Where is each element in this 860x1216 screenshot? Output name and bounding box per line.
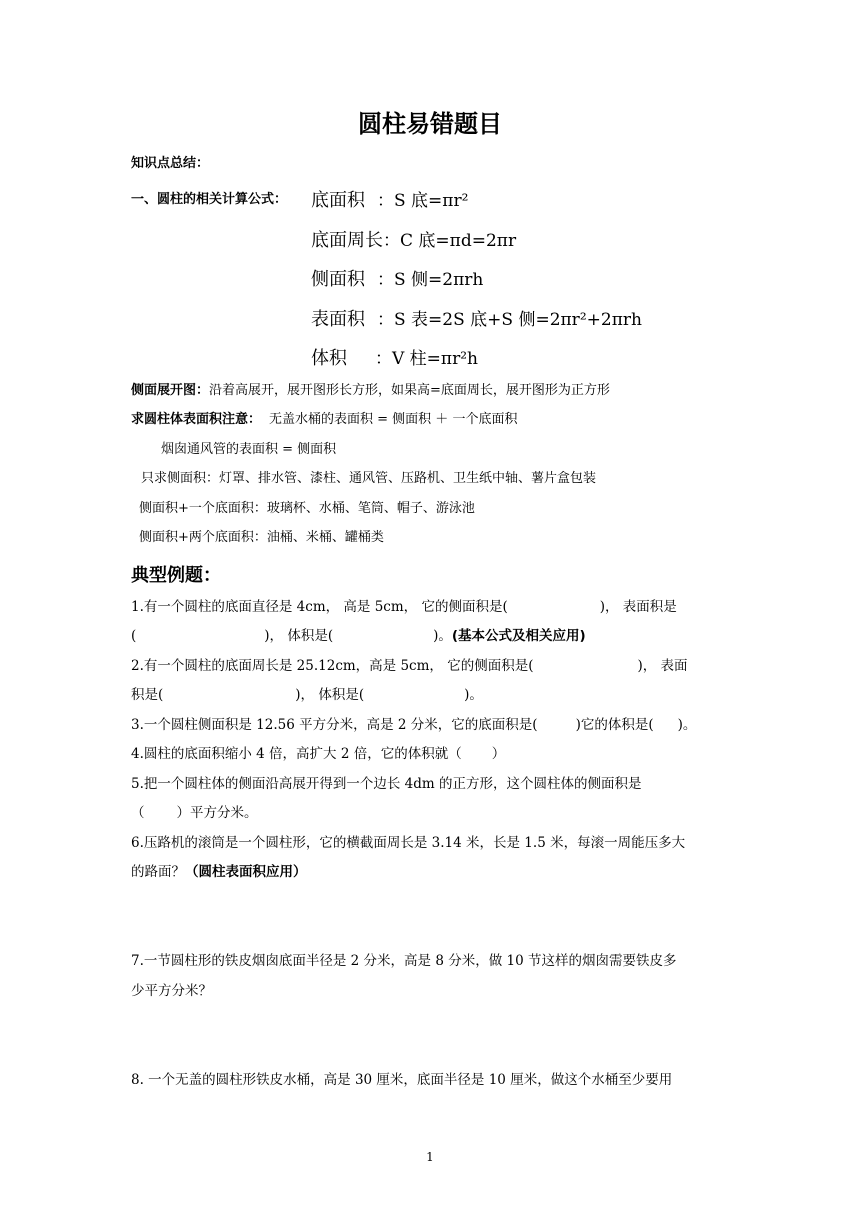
q2-text-4: )， 体积是( [295, 687, 365, 703]
q4-text: 4.圆柱的底面积缩小 4 倍，高扩大 2 倍，它的体积就（ [131, 746, 462, 762]
formula-expr: ：S 表=2S 底+S 侧=2πr²+2πrh [377, 310, 642, 330]
q7-text: 7.一节圆柱形的铁皮烟囱底面半径是 2 分米，高是 8 分米，做 10 节这样的烟囱需要铁皮多 [131, 953, 677, 969]
formula-base-area [311, 186, 468, 212]
q1-text-3: ( [131, 628, 137, 644]
formula-expr: ：S 侧=2πrh [377, 270, 484, 290]
formula-name: 底面周长 [311, 230, 383, 251]
question-6-line-2 [131, 863, 307, 881]
examples-heading: 典型例题： [131, 565, 221, 586]
question-3 [131, 716, 696, 734]
q1-text-4: )， 体积是( [264, 628, 334, 644]
formula-surface-area [311, 305, 642, 331]
side-one-base-note: 侧面积+一个底面积：玻璃杯、水桶、笔筒、帽子、游泳池 [139, 501, 475, 516]
formula-volume [311, 344, 478, 370]
q2-text-3: 积是( [131, 687, 164, 703]
q3-text-2: )它的体积是( [575, 717, 654, 733]
formula-name: 表面积 [311, 309, 365, 330]
formula-expr: ：C 底=πd=2πr [383, 231, 517, 251]
side-two-base-note: 侧面积+两个底面积：油桶、米桶、罐桶类 [139, 530, 384, 545]
q2-text: 2.有一个圆柱的底面周长是 25.12cm，高是 5cm， 它的侧面积是( [131, 658, 534, 674]
attention-label: 求圆柱体表面积注意： [131, 412, 262, 427]
unfold-label: 侧面展开图： [131, 383, 210, 398]
question-8-line-1 [131, 1071, 672, 1089]
q8-text: 8. 一个无盖的圆柱形铁皮水桶，高是 30 厘米，底面半径是 10 厘米，做这个水桶至少要用 [131, 1072, 673, 1088]
q3-text: 3.一个圆柱侧面积是 12.56 平方分米，高是 2 分米，它的底面积是( [131, 717, 538, 733]
q2-text-5: )。 [464, 687, 483, 703]
q7-text-2: 少平方分米？ [131, 983, 212, 999]
question-5-line-2 [131, 804, 258, 822]
attention-text: 无盖水桶的表面积 = 侧面积 ＋ 一个底面积 [269, 412, 518, 427]
unfold-text: 沿着高展开，展开图形长方形，如果高=底面周长，展开图形为正方形 [209, 383, 610, 398]
question-1-line-2 [131, 627, 586, 645]
q3-text-3: )。 [677, 717, 697, 733]
formula-intro: 一、圆柱的相关计算公式： [131, 192, 288, 207]
summary-label: 知识点总结： [131, 156, 210, 171]
unfold-note [131, 382, 610, 400]
q1-tag: (基本公式及相关应用) [451, 628, 586, 644]
formula-expr: ：S 底=πr² [377, 191, 469, 211]
question-7-line-1 [131, 952, 676, 970]
question-2-line-1 [131, 657, 688, 675]
q6-text-2: 的路面？ [131, 864, 185, 880]
formula-name: 侧面积 [311, 269, 365, 290]
question-5-line-1 [131, 775, 642, 793]
chimney-note: 烟囱通风管的表面积 = 侧面积 [161, 442, 337, 457]
question-2-line-2 [131, 686, 483, 704]
q1-text-5: )。 [433, 628, 452, 644]
formula-name: 体积 [311, 348, 347, 369]
formula-lateral-area [311, 265, 483, 291]
q1-text: 1.有一个圆柱的底面直径是 4cm， 高是 5cm， 它的侧面积是( [131, 599, 508, 615]
question-1-line-1 [131, 598, 677, 616]
question-4 [131, 745, 505, 763]
page-title: 圆柱易错题目 [358, 110, 502, 138]
q2-text-2: )， 表面 [637, 658, 688, 674]
q4-text-2: ） [491, 746, 506, 762]
q5-text: 5.把一个圆柱体的侧面沿高展开得到一个边长 4dm 的正方形，这个圆柱体的侧面积是 [131, 776, 642, 792]
q6-tag: （圆柱表面积应用） [185, 864, 307, 880]
formula-expr: ：V 柱=πr²h [375, 349, 478, 369]
formula-name: 底面积 [311, 190, 365, 211]
q6-text: 6.压路机的滚筒是一个圆柱形，它的横截面周长是 3.14 米，长是 1.5 米，每滚一周能压多大 [131, 835, 686, 851]
question-7-line-2 [131, 982, 212, 1000]
only-side-note: 只求侧面积：灯罩、排水管、漆柱、通风管、压路机、卫生纸中轴、薯片盒包装 [141, 471, 597, 486]
page-number: 1 [426, 1150, 434, 1164]
q5-text-2: （ [131, 805, 145, 821]
q5-text-3: ）平方分米。 [176, 805, 258, 821]
question-6-line-1 [131, 834, 685, 852]
formula-circumference [311, 226, 516, 252]
q1-text-2: )， 表面积是 [599, 599, 677, 615]
attention-note [131, 411, 517, 429]
